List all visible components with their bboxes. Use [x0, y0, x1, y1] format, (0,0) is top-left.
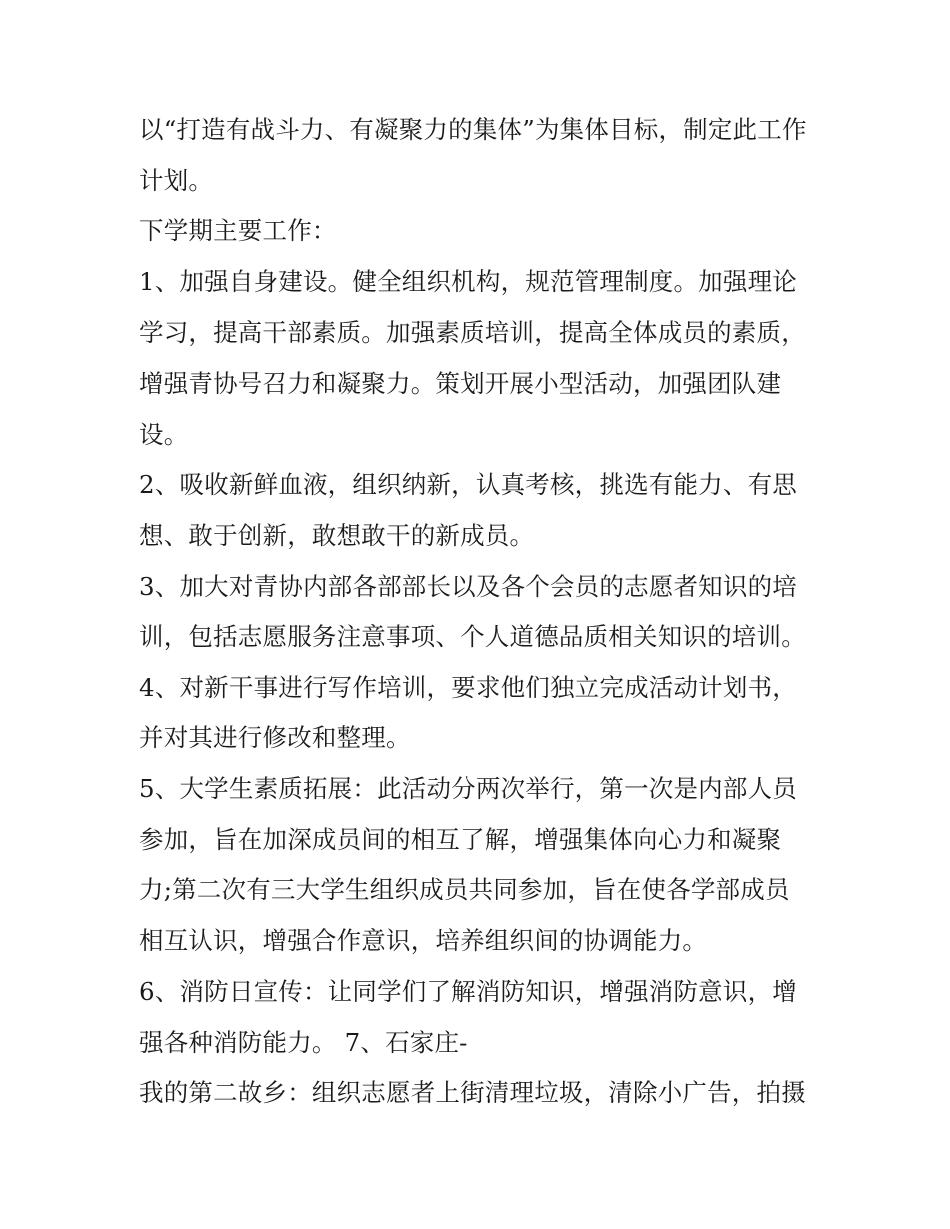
text-line: 增强青协号召力和凝聚力。策划开展小型活动，加强团队建 [139, 369, 782, 398]
text-line: 训，包括志愿服务注意事项、个人道德品质相关知识的培训。 [139, 622, 806, 651]
text-line: 下学期主要工作： [139, 216, 337, 245]
text-line: 5、大学生素质拓展：此活动分两次举行，第一次是内部人员 [139, 774, 797, 803]
text-line: 我的第二故乡：组织志愿者上街清理垃圾，清除小广告，拍摄 [139, 1078, 806, 1107]
text-line: 3、加大对青协内部各部部长以及各个会员的志愿者知识的培 [139, 572, 797, 601]
text-line: 学习，提高干部素质。加强素质培训，提高全体成员的素质， [139, 318, 806, 347]
text-line: 想、敢于创新，敢想敢干的新成员。 [139, 521, 535, 550]
text-line: 6、消防日宣传：让同学们了解消防知识，增强消防意识，增 [139, 977, 797, 1006]
text-line: 参加，旨在加深成员间的相互了解，增强集体向心力和凝聚 [139, 825, 782, 854]
text-line: 并对其进行修改和整理。 [139, 723, 411, 752]
text-line: 相互认识，增强合作意识，培养组织间的协调能力。 [139, 926, 708, 955]
text-line: 计划。 [139, 166, 214, 195]
text-line: 设。 [139, 420, 189, 449]
text-line: 以“打造有战斗力、有凝聚力的集体”为集体目标，制定此工作 [139, 115, 807, 144]
text-line: 2、吸收新鲜血液，组织纳新，认真考核，挑选有能力、有思 [139, 470, 797, 499]
text-line: 4、对新干事进行写作培训，要求他们独立完成活动计划书， [139, 673, 797, 702]
text-line: 力;第二次有三大学生组织成员共同参加，旨在使各学部成员 [139, 875, 790, 904]
text-line: 1、加强自身建设。健全组织机构，规范管理制度。加强理论 [139, 267, 797, 296]
text-line: 强各种消防能力。 7、石家庄- [139, 1028, 468, 1057]
